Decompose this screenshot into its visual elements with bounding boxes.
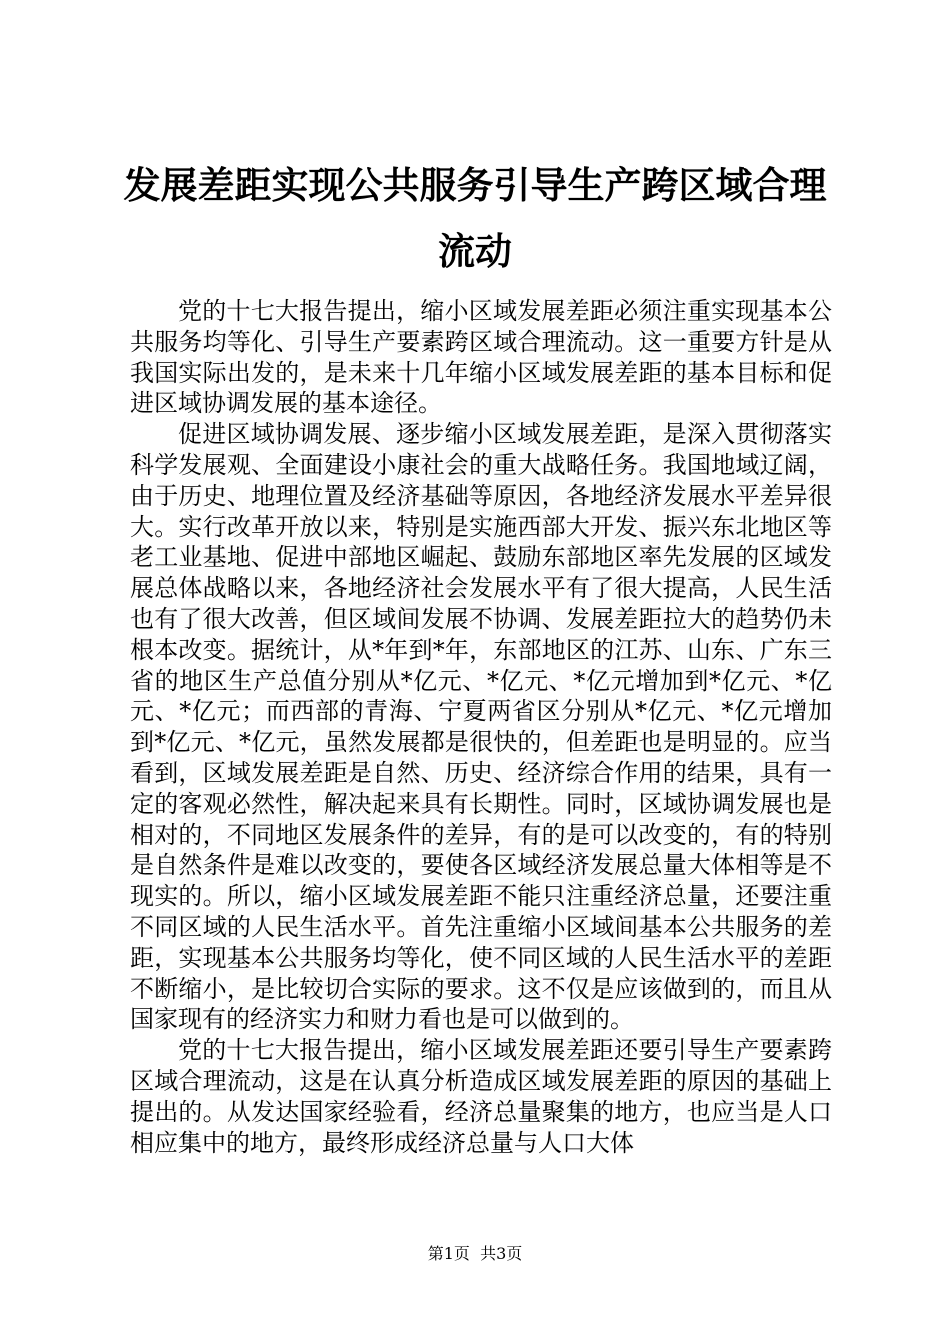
paragraph-1: 党的十七大报告提出，缩小区域发展差距必须注重实现基本公共服务均等化、引导生产要素跨区域合理流动。这一重要方针是从我国实际出发的，是未来十几年缩小区域发展差距的基本目标和促进区域协调发展的基本途径。 bbox=[130, 297, 832, 418]
document-title: 发展差距实现公共服务引导生产跨区域合理流动 bbox=[123, 163, 827, 273]
paragraph-3: 党的十七大报告提出，缩小区域发展差距还要引导生产要素跨区域合理流动，这是在认真分析造成区域发展差距的原因的基础上提出的。从发达国家经验看，经济总量聚集的地方，也应当是人口相应集中的地方，最终形成经济总量与人口大体 bbox=[130, 1036, 832, 1157]
page-number: 第1页 共3页 bbox=[427, 1244, 523, 1263]
paragraph-2: 促进区域协调发展、逐步缩小区域发展差距，是深入贯彻落实科学发展观、全面建设小康社会的重大战略任务。我国地域辽阔，由于历史、地理位置及经济基础等原因，各地经济发展水平差异很大。实行改革开放以来，特别是实施西部大开发、振兴东北地区等老工业基地、促进中部地区崛起、鼓励东部地区率先发展的区域发展总体战略以来，各地经济社会发展水平有了很大提高，人民生活也有了很大改善，但区域间发展不协调、发展差距拉大的趋势仍未根本改变。据统计，从*年到*年，东部地区的江苏、山东、广东三省的地区生产总值分别从*亿元、*亿元、*亿元增加到*亿元、*亿元、*亿元；而西部的青海、宁夏两省区分别从*亿元、*亿元增加到*亿元、*亿元，虽然发展都是很快的，但差距也是明显的。应当看到，区域发展差距是自然、历史、经济综合作用的结果，具有一定的客观必然性，解决起来具有长期性。同时，区域协调发展也是相对的，不同地区发展条件的差异，有的是可以改变的，有的特别是自然条件是难以改变的，要使各区域经济发展总量大体相等是不现实的。所以，缩小区域发展差距不能只注重经济总量，还要注重不同区域的人民生活水平。首先注重缩小区域间基本公共服务的差距，实现基本公共服务均等化，使不同区域的人民生活水平的差距不断缩小，是比较切合实际的要求。这不仅是应该做到的，而且从国家现有的经济实力和财力看也是可以做到的。 bbox=[130, 420, 832, 1034]
document-body bbox=[130, 296, 832, 1158]
page-footer bbox=[0, 1244, 950, 1264]
